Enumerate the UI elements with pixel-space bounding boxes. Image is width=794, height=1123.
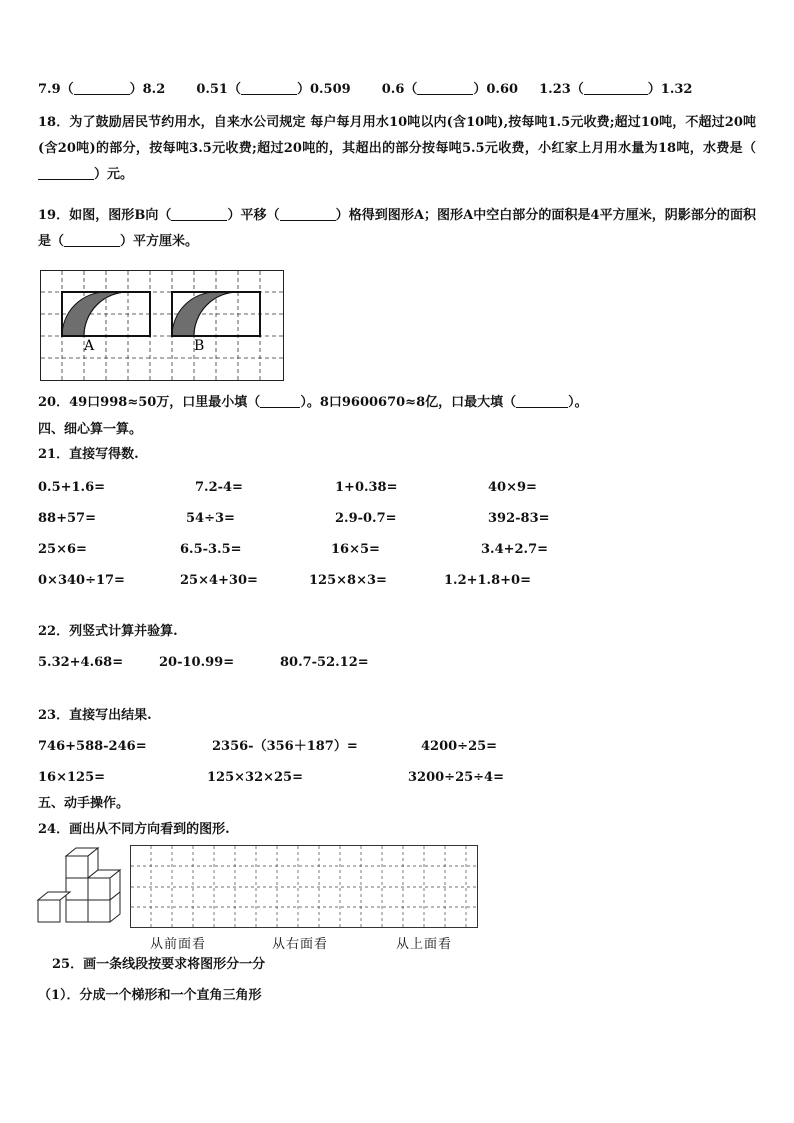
math-item: 16×5=: [331, 542, 380, 557]
question-25-title: 25．画一条线段按要求将图形分一分: [52, 957, 266, 972]
section-4-heading: 四、细心算一算。: [38, 422, 143, 437]
math-item: 746+588-246=: [38, 739, 147, 754]
math-item: 0×340÷17=: [38, 573, 125, 588]
math-item: 54÷3=: [186, 511, 235, 526]
math-item: 80.7-52.12=: [280, 655, 369, 670]
math-item: 5.32+4.68=: [38, 655, 124, 670]
answer-blank[interactable]: [241, 80, 297, 95]
math-item: 392-83=: [488, 511, 550, 526]
cmp-4: 1.23（ ）1.32: [539, 82, 693, 97]
math-item: 125×32×25=: [207, 770, 303, 785]
math-item: 1.2+1.8+0=: [444, 573, 531, 588]
math-item: 125×8×3=: [309, 573, 387, 588]
math-item: 20-10.99=: [159, 655, 235, 670]
question-22-title: 22．列竖式计算并验算.: [38, 624, 178, 639]
math-item: 3.4+2.7=: [481, 542, 549, 557]
math-item: 0.5+1.6=: [38, 480, 106, 495]
answer-blank[interactable]: [280, 206, 336, 221]
math-item: 1+0.38=: [335, 480, 398, 495]
math-item: 25×4+30=: [180, 573, 258, 588]
question-23-title: 23．直接写出结果.: [38, 708, 152, 723]
view-label-top: 从上面看: [396, 937, 453, 952]
question-20: 20．49口998≈50万，口里最小填（ ）。8口9600670≈8亿，口最大填（ ）。: [38, 395, 588, 410]
label-a: A: [84, 338, 95, 354]
question-24-title: 24．画出从不同方向看到的图形.: [38, 822, 230, 837]
answer-blank[interactable]: [417, 80, 473, 95]
label-b: B: [194, 338, 205, 354]
cube-stack: [36, 846, 132, 928]
question-18: 18．为了鼓励居民节约用水，自来水公司规定 每户每月用水10吨以内(含10吨),按每吨1.5元收费;超过10吨，不超过20吨(含20吨)的部分，按每吨3.5元收费;超过20吨的，其超出的部分按每吨5.5元收费，小红家上月用水量为18吨，水费是（）元。: [38, 115, 756, 182]
math-item: 16×125=: [38, 770, 106, 785]
section-5-heading: 五、动手操作。: [38, 796, 130, 811]
math-item: 88+57=: [38, 511, 96, 526]
answer-blank[interactable]: [171, 206, 227, 221]
math-item: 2356-（356＋187）=: [212, 739, 358, 754]
comparison-line: [38, 80, 692, 100]
math-item: 6.5-3.5=: [180, 542, 242, 557]
question-25-part-1: （1）．分成一个梯形和一个直角三角形: [38, 988, 262, 1003]
view-label-front: 从前面看: [150, 937, 207, 952]
answer-blank[interactable]: [584, 80, 648, 95]
answer-blank[interactable]: [74, 80, 130, 95]
answer-blank[interactable]: [516, 393, 568, 408]
math-item: 4200÷25=: [421, 739, 498, 754]
drawing-grid[interactable]: [130, 845, 480, 929]
question-19: 19．如图，图形B向（ ）平移（ ）格得到图形A；图形A中空白部分的面积是4平方厘米，阴影部分的面积是（ ）平方厘米。: [38, 208, 756, 249]
answer-blank[interactable]: [64, 232, 120, 247]
answer-blank[interactable]: [260, 393, 300, 408]
view-label-right: 从右面看: [272, 937, 329, 952]
cmp-2: 0.51（ ）0.509: [196, 82, 351, 97]
math-item: 25×6=: [38, 542, 87, 557]
math-item: 7.2-4=: [195, 480, 243, 495]
translation-figure: [40, 270, 285, 382]
math-item: 40×9=: [488, 480, 537, 495]
cmp-1: 7.9（ ）8.2: [38, 82, 166, 97]
math-item: 2.9-0.7=: [335, 511, 397, 526]
answer-blank[interactable]: [38, 165, 94, 180]
question-21-title: 21．直接写得数.: [38, 447, 139, 462]
cmp-3: 0.6（ ）0.60: [381, 82, 519, 97]
math-item: 3200÷25÷4=: [408, 770, 504, 785]
